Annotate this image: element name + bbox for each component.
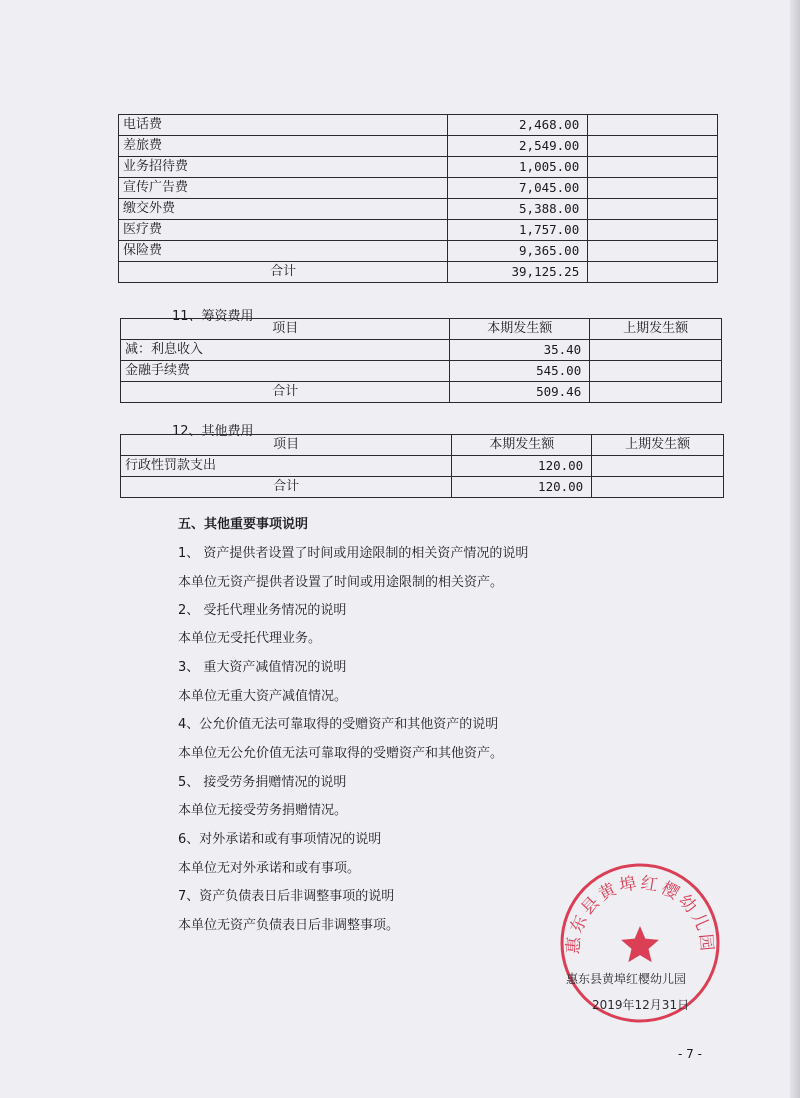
col-header-current: 本期发生额	[452, 435, 592, 456]
table-cell-current: 120.00	[452, 456, 592, 477]
table-cell-current: 1,005.00	[448, 157, 588, 178]
table-row	[119, 157, 718, 178]
col-header-current: 本期发生额	[450, 319, 590, 340]
table-cell-previous	[592, 456, 724, 477]
expense-table	[118, 114, 718, 283]
table-row	[119, 199, 718, 220]
col-header-previous: 上期发生额	[590, 319, 722, 340]
table-cell-item: 差旅费	[119, 136, 448, 157]
paragraph: 本单位无接受劳务捐赠情况。	[178, 803, 348, 818]
table-cell-current: 5,388.00	[448, 199, 588, 220]
table-cell-previous	[590, 382, 722, 403]
table-cell-item: 宣传广告费	[119, 178, 448, 199]
table-cell-item: 减：利息收入	[121, 340, 450, 361]
table-header-row	[121, 319, 722, 340]
total-value: 39,125.25	[448, 262, 588, 283]
total-label: 合计	[121, 477, 452, 498]
col-header-item: 项目	[121, 319, 450, 340]
table-header-row	[121, 435, 724, 456]
table-cell-item: 缴交外费	[119, 199, 448, 220]
table-cell-previous	[588, 178, 718, 199]
table-cell-item: 业务招待费	[119, 157, 448, 178]
table-row	[121, 456, 724, 477]
page-edge	[790, 0, 800, 1098]
table-total-row	[121, 477, 724, 498]
paragraph: 本单位无资产提供者设置了时间或用途限制的相关资产。	[178, 575, 504, 590]
paragraph: 本单位无资产负债表日后非调整事项。	[178, 918, 400, 933]
signature-org: 惠东县黄埠红樱幼儿园	[566, 972, 687, 986]
paragraph: 1、 资产提供者设置了时间或用途限制的相关资产情况的说明	[178, 546, 529, 561]
table-cell-previous	[588, 262, 718, 283]
table-row	[119, 136, 718, 157]
table-cell-previous	[592, 477, 724, 498]
financing-expense-table	[120, 318, 722, 403]
table-cell-current: 35.40	[450, 340, 590, 361]
paragraph: 2、 受托代理业务情况的说明	[178, 603, 347, 618]
total-label: 合计	[121, 382, 450, 403]
table-cell-previous	[588, 157, 718, 178]
table-cell-previous	[588, 199, 718, 220]
total-value: 509.46	[450, 382, 590, 403]
paragraph: 本单位无重大资产减值情况。	[178, 689, 348, 704]
paragraph: 6、对外承诺和或有事项情况的说明	[178, 832, 382, 847]
table-cell-current: 545.00	[450, 361, 590, 382]
other-expense-table	[120, 434, 724, 498]
table-cell-current: 7,045.00	[448, 178, 588, 199]
total-value: 120.00	[452, 477, 592, 498]
table-row	[119, 241, 718, 262]
other-expense-heading: 12、其他费用	[172, 424, 254, 439]
paragraph: 本单位无公允价值无法可靠取得的受赠资产和其他资产。	[178, 746, 504, 761]
table-cell-item: 电话费	[119, 115, 448, 136]
table-cell-current: 2,468.00	[448, 115, 588, 136]
total-label: 合计	[119, 262, 448, 283]
table-cell-previous	[588, 241, 718, 262]
table-cell-current: 9,365.00	[448, 241, 588, 262]
signature-date: 2019年12月31日	[592, 998, 690, 1012]
table-cell-item: 金融手续费	[121, 361, 450, 382]
table-cell-item: 行政性罚款支出	[121, 456, 452, 477]
table-total-row	[121, 382, 722, 403]
paragraph: 本单位无对外承诺和或有事项。	[178, 861, 361, 876]
table-total-row	[119, 262, 718, 283]
table-row	[119, 220, 718, 241]
page-number: - 7 -	[678, 1047, 702, 1061]
paragraph: 5、 接受劳务捐赠情况的说明	[178, 775, 347, 790]
col-header-item: 项目	[121, 435, 452, 456]
paragraph: 3、 重大资产减值情况的说明	[178, 660, 347, 675]
table-cell-item: 保险费	[119, 241, 448, 262]
paragraph: 4、公允价值无法可靠取得的受赠资产和其他资产的说明	[178, 717, 499, 732]
table-cell-previous	[588, 220, 718, 241]
seal-text: 惠东县黄埠红樱幼儿园	[563, 873, 717, 955]
table-cell-previous	[590, 340, 722, 361]
table-cell-item: 医疗费	[119, 220, 448, 241]
table-row	[119, 178, 718, 199]
col-header-previous: 上期发生额	[592, 435, 724, 456]
table-cell-previous	[590, 361, 722, 382]
table-row	[121, 361, 722, 382]
section-title: 五、其他重要事项说明	[178, 517, 309, 532]
table-cell-current: 1,757.00	[448, 220, 588, 241]
paragraph: 7、资产负债表日后非调整事项的说明	[178, 889, 395, 904]
table-cell-current: 2,549.00	[448, 136, 588, 157]
table-row	[121, 340, 722, 361]
table-cell-previous	[588, 115, 718, 136]
paragraph: 本单位无受托代理业务。	[178, 631, 322, 646]
table-cell-previous	[588, 136, 718, 157]
star-icon	[621, 926, 659, 962]
table-row	[119, 115, 718, 136]
financing-expense-heading: 11、筹资费用	[172, 309, 254, 324]
